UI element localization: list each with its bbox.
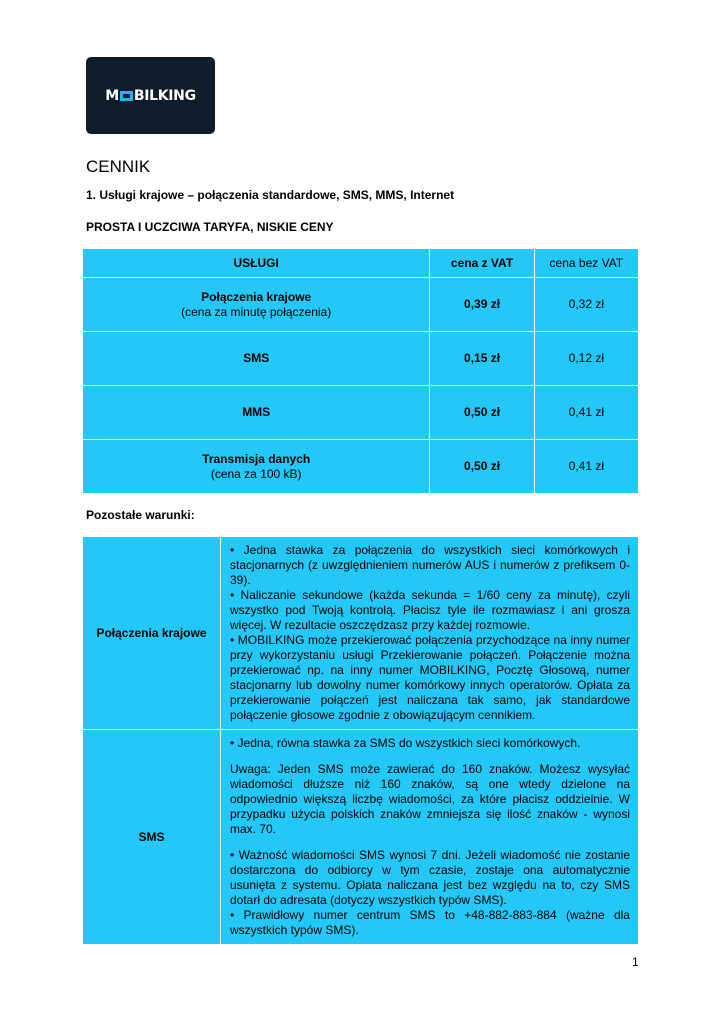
tagline: PROSTA I UCZCIWA TARYFA, NISKIE CENY [86,220,334,234]
table-row [83,386,639,440]
page-number: 1 [632,955,639,969]
table-row [83,730,639,945]
sms-note: Uwaga: Jeden SMS może zawierać do 160 znaków. Możesz wysyłać wiadomości dłuższe niż 160 znaków, są one wtedy dzielone na odpowiednio większą liczbę wiadomości, za które płacisz oddzielnie. W przypadku użycia polskich znaków zmniejsza się ilość znaków - wynosi max. 70. [230,762,630,836]
header-price-net: cena bez VAT [534,249,638,278]
conditions-table [82,536,639,945]
condition-text [221,537,639,730]
service-name: MMS [83,386,430,440]
service-note: (cena za minutę połączenia) [181,304,332,319]
bullet-icon: • [230,736,235,750]
bullet-icon: • [230,633,235,647]
bullet-icon: • [230,848,235,862]
bullet-icon: • [230,543,235,557]
service-cell [83,440,430,494]
logo-wordmark: M BILKING [105,87,196,104]
table-row [83,278,639,332]
price-vat: 0,39 zł [430,278,534,332]
section-subtitle: 1. Usługi krajowe – połączenia standardowe, SMS, MMS, Internet [86,188,455,202]
table-header-row [83,249,639,278]
condition-text [221,730,639,945]
list-item: • Ważność wiadomości SMS wynosi 7 dni. Jeżeli wiadomość nie zostanie dostarczona do odbiorcy w tym czasie, zostaje ona automatycznie usunięta z systemu. Opłata naliczana jest bez względu na to, czy SMS dotarł do adresata (dotyczy wszystkich typów SMS). [230,848,631,907]
price-vat: 0,50 zł [430,440,534,494]
price-vat: 0,15 zł [430,332,534,386]
price-net: 0,41 zł [534,386,638,440]
price-table [82,248,639,494]
service-name: Połączenia krajowe [201,289,312,304]
list-item: • Jedna, równa stawka za SMS do wszystkich sieci komórkowych. [230,736,581,750]
price-net: 0,41 zł [534,440,638,494]
service-note: (cena za 100 kB) [210,466,302,481]
price-net: 0,32 zł [534,278,638,332]
condition-label: Połączenia krajowe [83,537,221,730]
service-name: Transmisja danych [202,451,311,466]
company-logo [86,57,215,134]
header-services: USŁUGI [83,249,430,278]
bullet-icon: • [230,588,235,602]
page-title: CENNIK [86,157,151,176]
price-net: 0,12 zł [534,332,638,386]
table-row [83,332,639,386]
service-name: SMS [83,332,430,386]
header-price-vat: cena z VAT [430,249,534,278]
list-item: • Jedna stawka za połączenia do wszystkich sieci komórkowych i stacjonarnych (z uwzględnieniem numerów AUS i numerów z prefiksem 0-39). [230,543,630,587]
table-row [83,537,639,730]
list-item: • MOBILKING może przekierować połączenia przychodzące na inny numer przy wykorzystaniu usługi Przekierowanie połączeń. Połączenie można przekierować np. na inny numer MOBILKING, Pocztę Głosową, numer stacjonarny lub dowolny numer komórkowy innych operatorów. Opłata za przekierowanie połączeń jest naliczana tak samo, jak standardowe połączenie głosowe zgodnie z obowiązującym cennikiem. [230,633,631,722]
table-row [83,440,639,494]
price-vat: 0,50 zł [430,386,534,440]
bullet-icon: • [230,908,235,922]
logo-o-mark [120,91,133,101]
service-cell [83,278,430,332]
list-item: • Prawidłowy numer centrum SMS to +48-882-883-884 (ważne dla wszystkich typów SMS). [230,908,630,937]
list-item: • Naliczanie sekundowe (każda sekunda = 1/60 ceny za minutę), czyli wszystko pod Twoją kontrolą. Płacisz tyle ile rozmawiasz i ani grosza więcej. W rezultacie oszczędzasz przy każdej rozmowie. [230,588,630,632]
condition-label: SMS [83,730,221,945]
other-conditions-heading: Pozostałe warunki: [86,508,195,522]
